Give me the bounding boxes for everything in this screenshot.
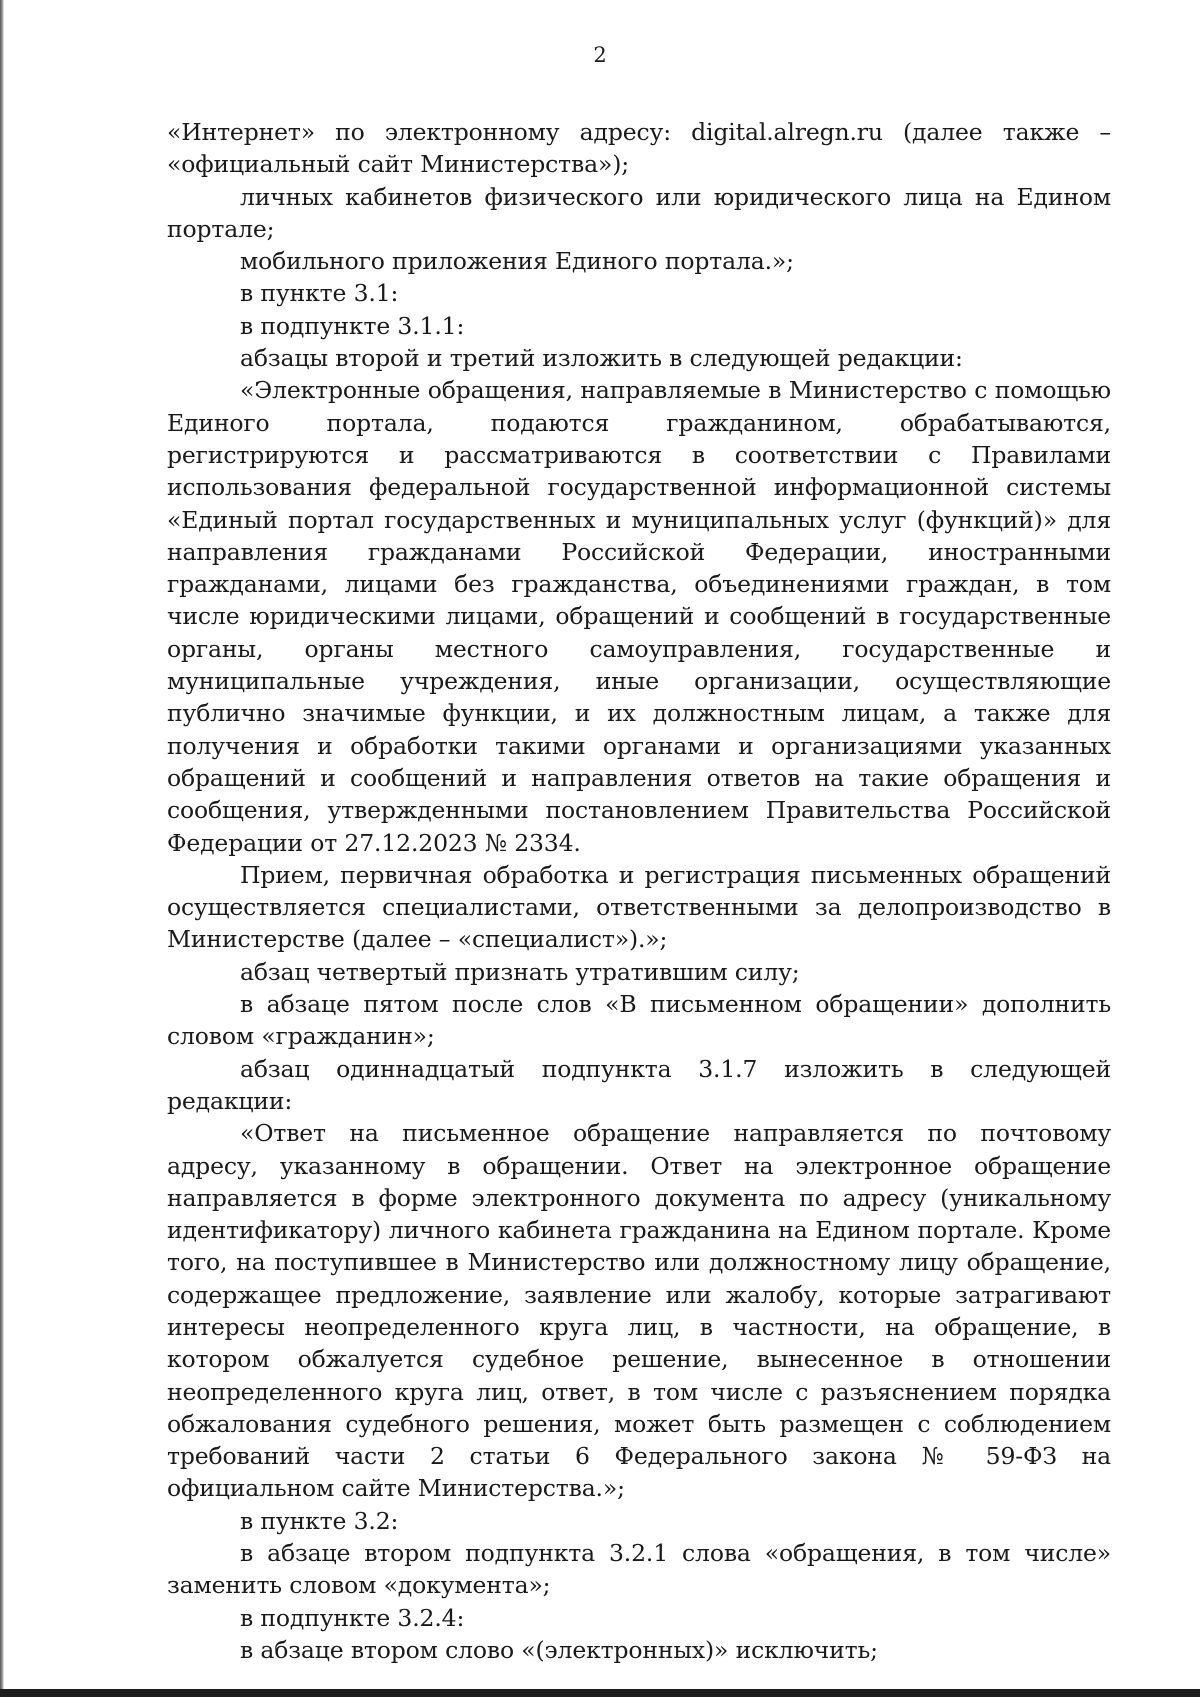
document-body <box>167 116 1111 1666</box>
paragraph: в абзаце втором подпункта 3.2.1 слова «обращения, в том числе» заменить словом «документа»; <box>167 1539 1111 1600</box>
page-number: 2 <box>593 43 607 67</box>
paragraph: «Электронные обращения, направляемые в Министерство с помощью Единого портала, подаются гражданином, обрабатываются, регистрируются и рассматриваются в соответствии с Правилами использования федеральной государственной информационной системы «Единый портал государственных и муниципальных услуг (функций)» для направления гражданами Российской Федерации, иностранными гражданами, лицами без гражданства, объединениями граждан, в том числе юридическими лицами, обращений и сообщений в государственные органы, органы местного самоуправления, государственные и муниципальные учреждения, иные организации, осуществляющие публично значимые функции, и их должностным лицам, а также для получения и обработки такими органами и организациями указанных обращений и сообщений и направления ответов на такие обращения и сообщения, утвержденными постановлением Правительства Российской Федерации от 27.12.2023 № 2334. <box>167 376 1111 857</box>
paragraph: «Ответ на письменное обращение направляется по почтовому адресу, указанному в обращении. Ответ на электронное обращение направляется в форме электронного документа по адресу (уникальному идентификатору) личного кабинета гражданина на Едином портале. Кроме того, на поступившее в Министерство или должностному лицу обращение, содержащее предложение, заявление или жалобу, которые затрагивают интересы неопределенного круга лиц, в частности, на обращение, в котором обжалуется судебное решение, вынесенное в отношении неопределенного круга лиц, ответ, в том числе с разъяснением порядка обжалования судебного решения, может быть размещен с соблюдением требований части 2 статьи 6 Федерального закона № 59-ФЗ на официальном сайте Министерства.»; <box>167 1119 1111 1503</box>
paragraph: «Интернет» по электронному адресу: digital.alregn.ru (далее также – «официальный сайт Министерства»); <box>167 118 1111 179</box>
paragraph: мобильного приложения Единого портала.»; <box>240 247 794 276</box>
scan-edge-bottom <box>0 1689 1200 1697</box>
paragraph: в абзаце втором слово «(электронных)» исключить; <box>240 1635 878 1664</box>
paragraph: абзац четвертый признать утратившим силу; <box>240 957 800 986</box>
paragraph: в подпункте 3.2.4: <box>240 1603 465 1632</box>
paragraph: в пункте 3.1: <box>240 279 399 308</box>
paragraph: личных кабинетов физического или юридического лица на Едином портале; <box>167 182 1111 243</box>
paragraph: в подпункте 3.1.1: <box>240 311 465 340</box>
paragraph: абзацы второй и третий изложить в следующей редакции: <box>240 344 963 373</box>
paragraph: абзац одиннадцатый подпункта 3.1.7 изложить в следующей редакции: <box>167 1054 1111 1115</box>
paragraph: в абзаце пятом после слов «В письменном обращении» дополнить словом «гражданин»; <box>167 990 1111 1051</box>
paragraph: в пункте 3.2: <box>240 1506 399 1535</box>
paragraph: Прием, первичная обработка и регистрация письменных обращений осуществляется специалистами, ответственными за делопроизводство в Министерстве (далее – «специалист»).»; <box>167 860 1111 954</box>
scan-edge-left <box>0 0 4 1697</box>
